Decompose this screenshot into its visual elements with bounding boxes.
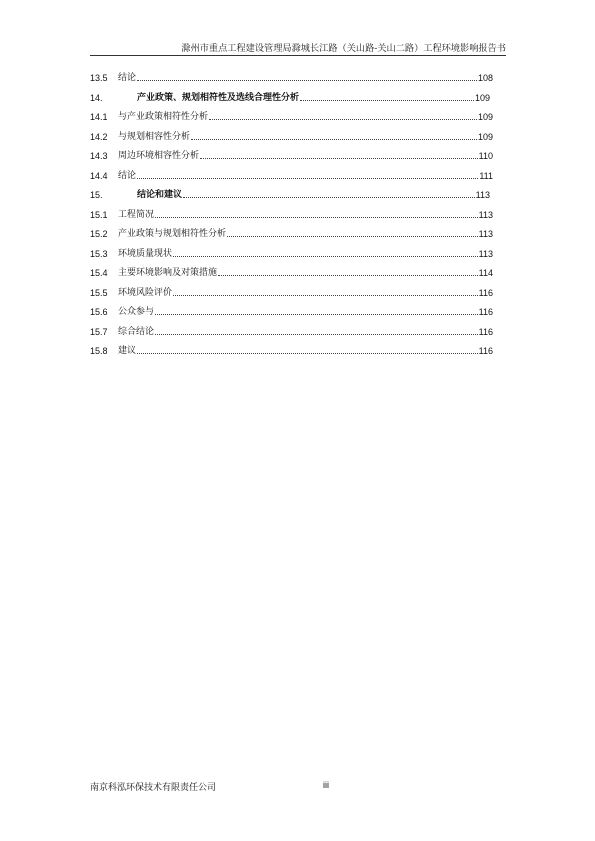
toc-dot-leader <box>200 157 478 159</box>
toc-dot-leader <box>155 333 478 335</box>
toc-entry-title: 环境风险评价 <box>118 287 173 298</box>
toc-entry-page: 111 <box>479 170 493 181</box>
toc-section-entry[interactable] <box>90 343 493 357</box>
toc-entry-page: 108 <box>477 73 493 83</box>
toc-section-entry[interactable] <box>90 207 493 221</box>
toc-dot-leader <box>155 216 478 218</box>
toc-entry-number: 14. <box>90 92 103 103</box>
footer-company: 南京科泓环保技术有限责任公司 <box>90 783 217 793</box>
toc-chapter-entry[interactable] <box>90 187 490 201</box>
toc-entry-page: 113 <box>475 190 490 200</box>
toc-entry-page: 109 <box>477 112 493 122</box>
toc-entry-number: 14.4 <box>90 170 108 181</box>
toc-entry-number: 13.5 <box>90 73 108 83</box>
toc-entry-title: 与规划相容性分析 <box>118 131 191 142</box>
toc-entry-page: 116 <box>478 326 493 337</box>
toc-entry-title: 综合结论 <box>118 326 155 337</box>
toc-entry-title: 工程简况 <box>118 209 155 220</box>
toc-entry-page: 113 <box>478 248 493 259</box>
toc-entry-number: 14.2 <box>90 131 108 142</box>
toc-dot-leader <box>227 235 478 237</box>
toc-entry-page: 114 <box>478 268 493 278</box>
toc-entry-page: 113 <box>478 229 493 239</box>
toc-dot-leader <box>173 294 478 296</box>
toc-entry-number: 15.7 <box>90 326 108 337</box>
toc-entry-title: 结论 <box>118 170 137 181</box>
toc-dot-leader <box>191 138 477 140</box>
toc-entry-number: 15.8 <box>90 346 108 356</box>
toc-entry-page: 116 <box>478 287 493 298</box>
header-divider <box>90 55 506 56</box>
toc-entry-title: 与产业政策相符性分析 <box>118 112 209 122</box>
toc-entry-title: 环境质量现状 <box>118 248 173 259</box>
toc-dot-leader <box>173 255 478 257</box>
toc-entry-number: 15.2 <box>90 229 108 239</box>
footer-page-number: iii <box>323 780 329 790</box>
toc-entry-title: 主要环境影响及对策措施 <box>118 268 218 278</box>
toc-entry-title: 周边环境相容性分析 <box>118 151 200 161</box>
toc-entry-page: 116 <box>478 307 493 317</box>
toc-dot-leader <box>155 313 478 315</box>
toc-entry-number: 15.5 <box>90 287 108 298</box>
toc-section-entry[interactable] <box>90 70 493 84</box>
toc-entry-title: 产业政策、规划相符性及选线合理性分析 <box>137 92 300 103</box>
toc-entry-title: 结论 <box>118 73 137 83</box>
toc-section-entry[interactable] <box>90 265 493 279</box>
toc-entry-page: 109 <box>477 131 493 142</box>
toc-entry-number: 15.1 <box>90 209 108 220</box>
toc-dot-leader <box>209 118 477 120</box>
toc-section-entry[interactable] <box>90 109 493 123</box>
toc-entry-title: 产业政策与规划相符性分析 <box>118 229 227 239</box>
toc-entry-title: 公众参与 <box>118 307 155 317</box>
toc-entry-title: 建议 <box>118 346 137 356</box>
toc-dot-leader <box>300 99 474 101</box>
toc-dot-leader <box>218 274 478 276</box>
toc-dot-leader <box>137 177 478 179</box>
toc-entry-page: 110 <box>478 151 493 161</box>
toc-section-entry[interactable] <box>90 148 493 162</box>
toc-section-entry[interactable] <box>90 246 493 260</box>
toc-entry-page: 109 <box>474 92 490 103</box>
toc-entry-number: 14.3 <box>90 151 108 161</box>
toc-section-entry[interactable] <box>90 285 493 299</box>
toc-section-entry[interactable] <box>90 129 493 143</box>
toc-entry-page: 116 <box>478 346 493 356</box>
toc-section-entry[interactable] <box>90 304 493 318</box>
toc-dot-leader <box>137 352 478 354</box>
toc-entry-number: 15.6 <box>90 307 108 317</box>
toc-entry-title: 结论和建议 <box>137 190 183 200</box>
toc-chapter-entry[interactable] <box>90 90 490 104</box>
toc-dot-leader <box>183 196 475 198</box>
toc-entry-number: 15.4 <box>90 268 108 278</box>
page-header: 滁州市重点工程建设管理局滁城长江路（关山路-关山二路）工程环境影响报告书 <box>181 43 506 54</box>
toc-entry-page: 113 <box>478 209 493 220</box>
toc-section-entry[interactable] <box>90 226 493 240</box>
toc-section-entry[interactable] <box>90 168 493 182</box>
toc-dot-leader <box>137 79 477 81</box>
toc-section-entry[interactable] <box>90 324 493 338</box>
toc-entry-number: 15.3 <box>90 248 108 259</box>
toc-entry-number: 15. <box>90 190 103 200</box>
toc-entry-number: 14.1 <box>90 112 108 122</box>
